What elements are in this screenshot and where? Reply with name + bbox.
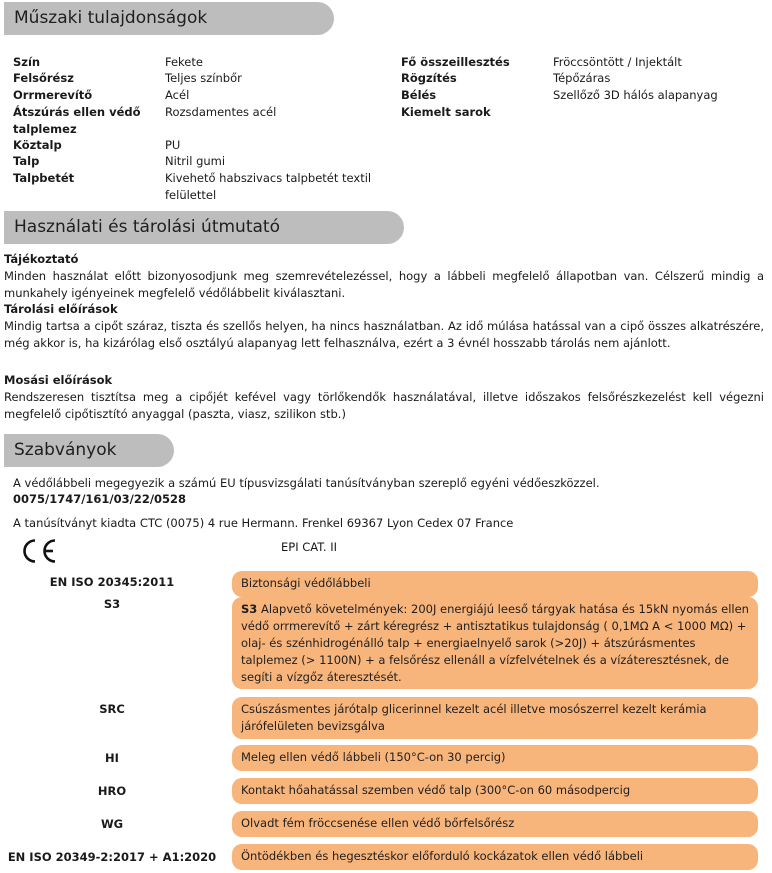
std-description (232, 571, 758, 597)
spec-label-insole: Talpbetét (13, 171, 75, 185)
section-header-specs: Műszaki tulajdonságok (4, 2, 334, 35)
info-title: Tájékoztató (4, 252, 79, 266)
std-code: HRO (97, 784, 127, 798)
spec-label-sole: Talp (13, 154, 40, 168)
std-description-text: Csúszásmentes járótalp glicerinnel kezelt acél illetve mosószerrel kezelt kerámia járófelületen bevizsgálva (241, 702, 707, 733)
spec-label-toecap: Orrmerevítő (13, 88, 93, 102)
std-description (232, 844, 758, 870)
storage-title: Tárolási előírások (4, 302, 118, 316)
std-description-text: Meleg ellen védő lábbeli (150°C-on 30 percig) (241, 750, 506, 764)
cert-issuer: A tanúsítványt kiadta CTC (0075) 4 rue Hermann. Frenkel 69367 Lyon Cedex 07 France (13, 516, 514, 530)
std-description-prefix: S3 (241, 602, 258, 616)
spec-label-midsole: Köztalp (13, 138, 62, 152)
ce-logo-icon (18, 537, 58, 565)
spec-label-heel: Kiemelt sarok (401, 105, 491, 119)
std-code: SRC (99, 702, 125, 716)
std-code: EN ISO 20349-2:2017 + A1:2020 (7, 850, 217, 864)
std-code: WG (100, 817, 124, 831)
std-code: EN ISO 20345:2011 (49, 575, 175, 589)
spec-label-color: Szín (13, 55, 41, 69)
standards-intro: A védőlábbeli megegyezik a számú EU típusvizsgálati tanúsítványban szereplő egyéni védőeszközzel. (13, 476, 600, 490)
storage-text: Mindig tartsa a cipőt száraz, tiszta és szellős helyen, ha nincs használatban. Az idő múlása hatással van a cipő összes alkatrészére, még akkor is, ha kizárólag első osztályú alapanyag lett felhasználva, ezért a 3 évnél hosszabb tárolás nem ajánlott. (4, 319, 764, 350)
spec-value-construction: Fröccsöntött / Injektált (553, 55, 682, 69)
spec-value-lining: Szellőző 3D hálós alapanyag (553, 88, 718, 102)
std-code: S3 (103, 597, 121, 611)
spec-label-upper: Felsőrész (13, 71, 74, 85)
ce-mark-icon (18, 537, 58, 569)
spec-label-construction: Fő összeillesztés (401, 55, 510, 69)
wash-title: Mosási előírások (4, 373, 113, 387)
info-text: Minden használat előtt bizonyosodjunk meg szemrevételezéssel, hogy a lábbeli megfelelő állapotban van. Célszerű mindig a munkahely igényeinek megfelelő védőlábbelit kiválasztani. (4, 269, 764, 300)
spec-label-lining: Bélés (401, 88, 437, 102)
std-code: HI (105, 751, 119, 765)
std-description (232, 745, 758, 771)
std-description (232, 597, 758, 689)
spec-value-midsole-plate: Rozsdamentes acél (165, 105, 277, 119)
std-description-text: Kontakt hőahatással szemben védő talp (300°C-on 60 másodpercig (241, 783, 631, 797)
epi-category: EPI CAT. II (281, 540, 338, 554)
spec-label-fastening: Rögzítés (401, 71, 457, 85)
std-description-text: Biztonsági védőlábbeli (241, 576, 371, 590)
std-description-text: Öntödékben és hegesztéskor előforduló kockázatok ellen védő lábbeli (241, 849, 644, 863)
std-description (232, 778, 758, 804)
spec-value-upper: Teljes színbőr (165, 71, 242, 85)
std-description (232, 697, 758, 739)
section-header-usage: Használati és tárolási útmutató (4, 211, 404, 244)
std-description-text: Alapvető követelmények: 200J energiájú leeső tárgyak hatása és 15kN nyomás ellen védő orrmerevítő + zárt kéregrész + antisztatikus tulajdonság ( 0,1MΩ A < 1000 MΩ) + olaj- és szénhidrogénálló talp + energiaelnyelő sarok (>20J) + átszúrásmentes talplemez (> 1100N) + a felsőrész ellenáll a vízfelvételnek és a vízáteresztésnek, de segíti a vízgőz áteresztését. (241, 602, 749, 684)
spec-value-toecap: Acél (165, 88, 190, 102)
spec-label-midsole-plate: Átszúrás ellen védő talplemez (13, 105, 141, 136)
section-header-standards: Szabványok (4, 434, 174, 467)
std-description-text: Olvadt fém fröccsenése ellen védő bőrfelsőrész (241, 816, 515, 830)
spec-value-midsole: PU (165, 138, 181, 152)
cert-number: 0075/1747/161/03/22/0528 (13, 492, 187, 506)
std-description (232, 811, 758, 837)
spec-value-color: Fekete (165, 55, 203, 69)
wash-text: Rendszeresen tisztítsa meg a cipőjét kefével vagy törlőkendők használatával, illetve időszakos felsőrészkezelést kell végezni megfelelő cipőtisztító anyaggal (paszta, viasz, szilikon stb.) (4, 390, 764, 421)
spec-value-insole: Kivehető habszivacs talpbetét textil felülettel (165, 171, 372, 202)
spec-value-fastening: Tépőzáras (553, 71, 611, 85)
spec-value-sole: Nitril gumi (165, 154, 226, 168)
